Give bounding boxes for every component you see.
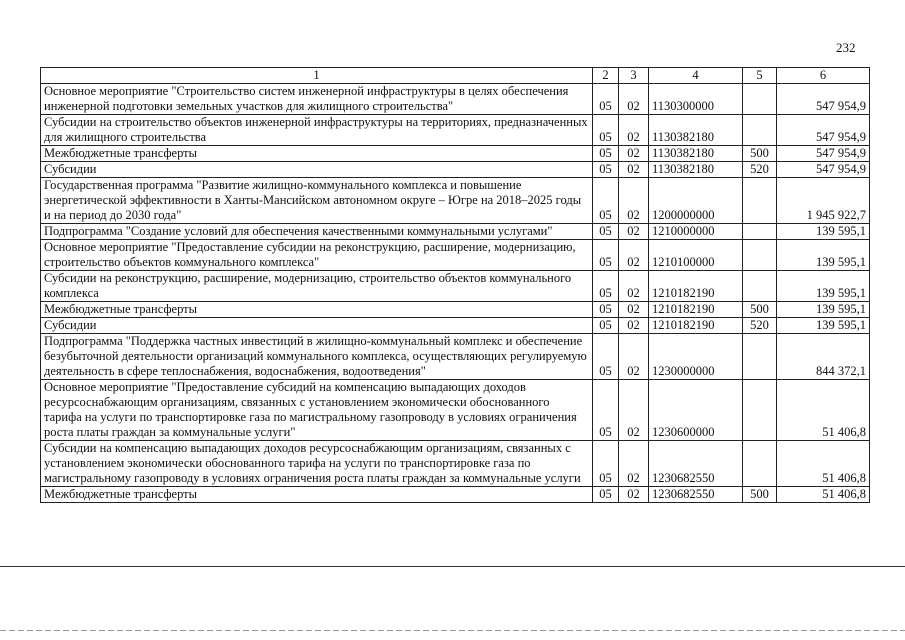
row-amount-cell: 139 595,1 [777, 271, 870, 302]
table-row [41, 380, 870, 441]
table-row [41, 115, 870, 146]
row-subsection-cell: 02 [619, 224, 649, 240]
table-row [41, 318, 870, 334]
row-subsection-cell: 02 [619, 84, 649, 115]
row-name-cell: Государственная программа "Развитие жилищно-коммунального комплекса и повышение энергетической эффективности в Ханты-Мансийском автономном округе – Югре на 2018–2025 годы и на период до 2030 года" [41, 178, 593, 224]
row-subsection-cell: 02 [619, 271, 649, 302]
row-name-cell: Межбюджетные трансферты [41, 487, 593, 503]
row-amount-cell: 139 595,1 [777, 240, 870, 271]
row-expense-type-cell [743, 441, 777, 487]
row-expense-type-cell: 500 [743, 487, 777, 503]
row-target-code-cell: 1230682550 [649, 487, 743, 503]
row-expense-type-cell: 500 [743, 302, 777, 318]
table-row [41, 178, 870, 224]
row-subsection-cell: 02 [619, 334, 649, 380]
row-name-cell: Подпрограмма "Создание условий для обеспечения качественными коммунальными услугами" [41, 224, 593, 240]
row-section-cell: 05 [593, 115, 619, 146]
row-amount-cell: 547 954,9 [777, 115, 870, 146]
row-amount-cell: 844 372,1 [777, 334, 870, 380]
row-target-code-cell: 1210100000 [649, 240, 743, 271]
table-row [41, 162, 870, 178]
row-expense-type-cell [743, 334, 777, 380]
row-subsection-cell: 02 [619, 178, 649, 224]
row-target-code-cell: 1130382180 [649, 146, 743, 162]
row-amount-cell: 51 406,8 [777, 380, 870, 441]
budget-table [40, 67, 870, 503]
row-name-cell: Субсидии [41, 318, 593, 334]
table-row [41, 487, 870, 503]
table-row [41, 302, 870, 318]
row-amount-cell: 139 595,1 [777, 302, 870, 318]
table-header-row [41, 68, 870, 84]
row-amount-cell: 547 954,9 [777, 84, 870, 115]
row-target-code-cell: 1230682550 [649, 441, 743, 487]
row-subsection-cell: 02 [619, 240, 649, 271]
row-name-cell: Межбюджетные трансферты [41, 146, 593, 162]
row-target-code-cell: 1230600000 [649, 380, 743, 441]
row-name-cell: Межбюджетные трансферты [41, 302, 593, 318]
row-section-cell: 05 [593, 162, 619, 178]
row-amount-cell: 51 406,8 [777, 487, 870, 503]
row-expense-type-cell [743, 178, 777, 224]
table-row [41, 146, 870, 162]
row-name-cell: Субсидии на строительство объектов инженерной инфраструктуры на территориях, предназначенных для жилищного строительства [41, 115, 593, 146]
row-amount-cell: 139 595,1 [777, 224, 870, 240]
row-target-code-cell: 1200000000 [649, 178, 743, 224]
row-subsection-cell: 02 [619, 487, 649, 503]
row-expense-type-cell: 500 [743, 146, 777, 162]
row-amount-cell: 139 595,1 [777, 318, 870, 334]
row-expense-type-cell [743, 115, 777, 146]
table-row [41, 84, 870, 115]
row-amount-cell: 547 954,9 [777, 162, 870, 178]
table-row [41, 240, 870, 271]
row-name-cell: Основное мероприятие "Строительство систем инженерной инфраструктуры в целях обеспечения инженерной подготовки земельных участков для жилищного строительства" [41, 84, 593, 115]
row-name-cell: Основное мероприятие "Предоставление субсидии на реконструкцию, расширение, модернизацию, строительство объектов коммунального комплекса" [41, 240, 593, 271]
row-target-code-cell: 1210182190 [649, 302, 743, 318]
row-expense-type-cell [743, 84, 777, 115]
row-section-cell: 05 [593, 224, 619, 240]
scan-edge-line [0, 630, 905, 631]
row-section-cell: 05 [593, 318, 619, 334]
row-expense-type-cell [743, 380, 777, 441]
table-row [41, 334, 870, 380]
row-expense-type-cell: 520 [743, 162, 777, 178]
row-subsection-cell: 02 [619, 146, 649, 162]
header-col-6: 6 [777, 68, 870, 84]
row-amount-cell: 51 406,8 [777, 441, 870, 487]
table-row [41, 271, 870, 302]
page-number: 232 [836, 40, 856, 55]
row-target-code-cell: 1130382180 [649, 162, 743, 178]
header-col-2: 2 [593, 68, 619, 84]
header-col-1: 1 [41, 68, 593, 84]
row-target-code-cell: 1210000000 [649, 224, 743, 240]
row-target-code-cell: 1210182190 [649, 318, 743, 334]
header-col-5: 5 [743, 68, 777, 84]
row-subsection-cell: 02 [619, 115, 649, 146]
row-section-cell: 05 [593, 84, 619, 115]
row-section-cell: 05 [593, 487, 619, 503]
row-amount-cell: 547 954,9 [777, 146, 870, 162]
divider-line [0, 566, 905, 567]
row-section-cell: 05 [593, 178, 619, 224]
row-section-cell: 05 [593, 271, 619, 302]
row-name-cell: Субсидии [41, 162, 593, 178]
row-target-code-cell: 1130382180 [649, 115, 743, 146]
row-subsection-cell: 02 [619, 380, 649, 441]
row-expense-type-cell: 520 [743, 318, 777, 334]
row-target-code-cell: 1130300000 [649, 84, 743, 115]
row-target-code-cell: 1210182190 [649, 271, 743, 302]
row-subsection-cell: 02 [619, 162, 649, 178]
row-section-cell: 05 [593, 146, 619, 162]
table-row [41, 441, 870, 487]
row-section-cell: 05 [593, 441, 619, 487]
row-amount-cell: 1 945 922,7 [777, 178, 870, 224]
row-name-cell: Субсидии на реконструкцию, расширение, модернизацию, строительство объектов коммунального комплекса [41, 271, 593, 302]
row-section-cell: 05 [593, 380, 619, 441]
row-subsection-cell: 02 [619, 318, 649, 334]
row-subsection-cell: 02 [619, 302, 649, 318]
row-subsection-cell: 02 [619, 441, 649, 487]
row-name-cell: Субсидии на компенсацию выпадающих доходов ресурсоснабжающим организациям, связанных с установлением экономически обоснованного тарифа на услуги по транспортировке газа по магистральному газопроводу в условиях ограничения роста платы граждан за коммунальные услуги [41, 441, 593, 487]
table-row [41, 224, 870, 240]
row-name-cell: Подпрограмма "Поддержка частных инвестиций в жилищно-коммунальный комплекс и обеспечение безубыточной деятельности организаций коммунального комплекса, осуществляющих регулируемую деятельность в сфере теплоснабжения, водоснабжения, водоотведения" [41, 334, 593, 380]
row-section-cell: 05 [593, 302, 619, 318]
row-expense-type-cell [743, 240, 777, 271]
header-col-3: 3 [619, 68, 649, 84]
row-section-cell: 05 [593, 240, 619, 271]
row-section-cell: 05 [593, 334, 619, 380]
row-target-code-cell: 1230000000 [649, 334, 743, 380]
row-expense-type-cell [743, 224, 777, 240]
header-col-4: 4 [649, 68, 743, 84]
row-name-cell: Основное мероприятие "Предоставление субсидий на компенсацию выпадающих доходов ресурсоснабжающим организациям, связанных с установлением экономически обоснованного тарифа на услуги по транспортировке газа по магистральному газопроводу в условиях ограничения роста платы граждан за коммунальные услуги" [41, 380, 593, 441]
row-expense-type-cell [743, 271, 777, 302]
